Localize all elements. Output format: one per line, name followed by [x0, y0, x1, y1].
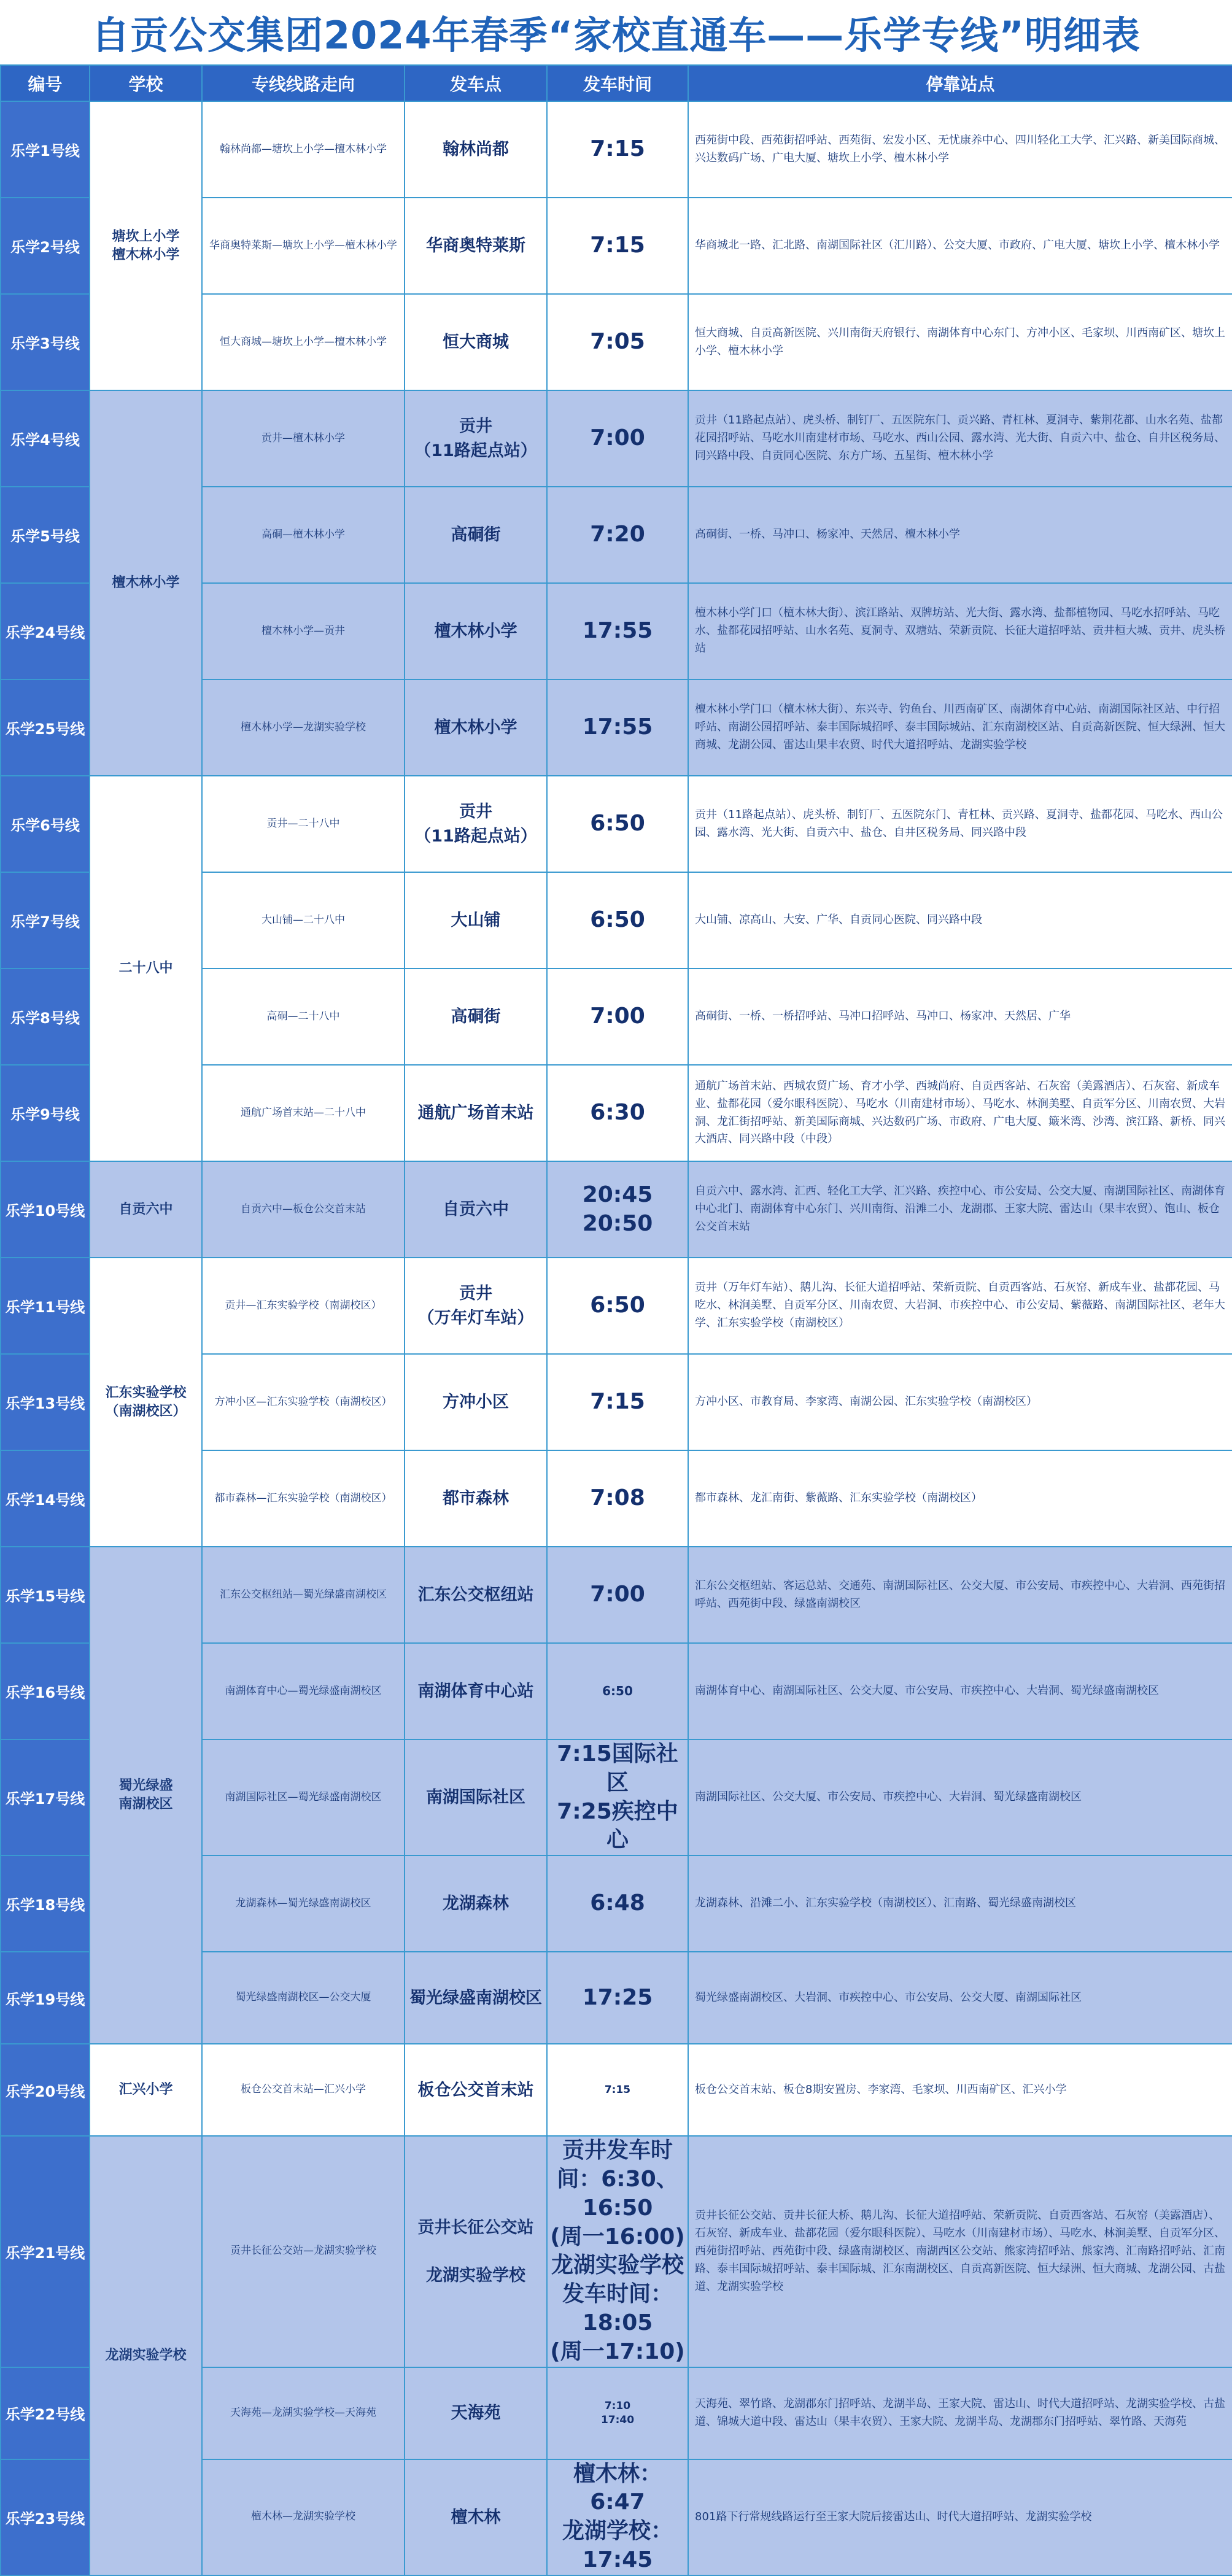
stop-list: 高硐街、一桥、马冲口、杨家冲、天然居、檀木林小学	[688, 487, 1232, 583]
text-line: （11路起点站）	[414, 826, 537, 846]
route-direction: 大山铺—二十八中	[202, 872, 405, 969]
departure-point	[405, 487, 547, 583]
route-direction: 方冲小区—汇东实验学校（南湖校区）	[202, 1354, 405, 1450]
text-line: 7:00	[590, 1004, 645, 1029]
departure-time	[547, 776, 688, 872]
departure-time	[547, 2367, 688, 2459]
text-line: 板仓公交首末站	[417, 2080, 534, 2100]
text-line: 7:00	[590, 425, 645, 451]
stop-list: 都市森林、龙汇南街、紫薇路、汇东实验学校（南湖校区）	[688, 1450, 1232, 1547]
stop-list: 西苑街中段、西苑街招呼站、西苑街、宏发小区、无忧康养中心、四川轻化工大学、汇兴路、新美国际商城、兴达数码广场、广电大厦、塘坎上小学、檀木林小学	[688, 101, 1232, 198]
departure-time	[547, 2136, 688, 2367]
stop-list: 蜀光绿盛南湖校区、大岩洞、市疾控中心、市公安局、公交大厦、南湖国际社区	[688, 1952, 1232, 2044]
text-line: 翰林尚都	[443, 139, 509, 159]
stop-list: 贡井（万年灯车站）、鹅儿沟、长征大道招呼站、荣新贡院、自贡西客站、石灰窑、新成车业、盐都花园、马吃水、林涧美墅、自贡军分区、川南农贸、大岩洞、市疾控中心、市公安局、紫薇路、南湖国际社区、老年大学、汇东实验学校（南湖校区）	[688, 1258, 1232, 1354]
line-number: 乐学3号线	[1, 294, 90, 390]
stop-list: 汇东公交枢纽站、客运总站、交通苑、南湖国际社区、公交大厦、市公安局、市疾控中心、大岩洞、西苑街招呼站、西苑街中段、绿盛南湖校区	[688, 1547, 1232, 1643]
text-line: （万年灯车站）	[417, 1308, 534, 1328]
stop-list: 板仓公交首末站、板仓8期安置房、李家湾、毛家坝、川西南矿区、汇兴小学	[688, 2044, 1232, 2136]
departure-point	[405, 2367, 547, 2459]
text-line: 17:55	[582, 618, 653, 644]
school-name	[90, 776, 202, 1161]
departure-time	[547, 1643, 688, 1739]
stop-list: 801路下行常规线路运行至王家大院后接雷达山、时代大道招呼站、龙湖实验学校	[688, 2459, 1232, 2575]
departure-point	[405, 390, 547, 487]
text-line: 檀木林小学	[434, 621, 517, 641]
route-direction: 龙湖森林—蜀光绿盛南湖校区	[202, 1855, 405, 1952]
school-name	[90, 390, 202, 776]
line-number: 乐学9号线	[1, 1065, 90, 1161]
route-direction: 高硐—檀木林小学	[202, 487, 405, 583]
departure-time	[547, 198, 688, 294]
school-name	[90, 101, 202, 390]
line-number: 乐学22号线	[1, 2367, 90, 2459]
header-school: 学校	[90, 65, 202, 101]
departure-time	[547, 1952, 688, 2044]
table-row	[1, 1258, 1232, 1354]
departure-point	[405, 1855, 547, 1952]
text-line: 贡井发车时间：6:30、	[557, 2138, 678, 2192]
text-line: （南湖校区）	[105, 1403, 187, 1419]
stop-list: 自贡六中、露水湾、汇西、轻化工大学、汇兴路、疾控中心、市公安局、公交大厦、南湖国际社区、南湖体育中心北门、南湖体育中心东门、兴川南街、沿滩二小、龙湖郡、王家大院、雷达山（果丰农贸）、饱山、板仓公交首末站	[688, 1161, 1232, 1258]
school-name	[90, 2044, 202, 2136]
text-line: 龙湖学校：17:45	[562, 2518, 673, 2572]
school-name	[90, 1547, 202, 2044]
text-line: 7:15	[604, 2083, 631, 2096]
text-line: 17:55	[582, 714, 653, 740]
line-number: 乐学11号线	[1, 1258, 90, 1354]
text-line: 贡井长征公交站	[417, 2218, 534, 2237]
departure-point	[405, 1161, 547, 1258]
text-line: 蜀光绿盛南湖校区	[409, 1988, 542, 2008]
route-direction: 通航广场首末站—二十八中	[202, 1065, 405, 1161]
text-line: 16:50	[582, 2195, 653, 2221]
stop-list: 天海苑、翠竹路、龙湖郡东门招呼站、龙湖半岛、王家大院、雷达山、时代大道招呼站、龙湖实验学校、古盐道、锦城大道中段、雷达山（果丰农贸）、王家大院、龙湖半岛、龙湖郡东门招呼站、翠竹路、天海苑	[688, 2367, 1232, 2459]
line-number: 乐学6号线	[1, 776, 90, 872]
departure-time	[547, 390, 688, 487]
route-direction: 檀木林—龙湖实验学校	[202, 2459, 405, 2575]
line-number: 乐学19号线	[1, 1952, 90, 2044]
route-table	[0, 64, 1232, 2576]
departure-time	[547, 294, 688, 390]
route-direction: 汇东公交枢纽站—蜀光绿盛南湖校区	[202, 1547, 405, 1643]
text-line: 7:15	[590, 136, 645, 162]
departure-point	[405, 1065, 547, 1161]
table-row	[1, 2044, 1232, 2136]
line-number: 乐学8号线	[1, 969, 90, 1065]
text-line: 6:50	[590, 811, 645, 837]
departure-point	[405, 1547, 547, 1643]
departure-time	[547, 1547, 688, 1643]
text-line: 华商奥特莱斯	[426, 236, 525, 255]
departure-point	[405, 2044, 547, 2136]
stop-list: 高硐街、一桥、一桥招呼站、马冲口招呼站、马冲口、杨家冲、天然居、广华	[688, 969, 1232, 1065]
text-line	[405, 2240, 546, 2264]
departure-time	[547, 872, 688, 969]
route-direction: 贡井长征公交站—龙湖实验学校	[202, 2136, 405, 2367]
text-line: 蜀光绿盛	[118, 1778, 173, 1794]
text-line: 龙湖实验学校	[105, 2348, 187, 2364]
text-line: 17:25	[582, 1984, 653, 2010]
text-line: 龙湖森林	[443, 1894, 509, 1914]
departure-time	[547, 1258, 688, 1354]
stop-list: 贡井（11路起点站）、虎头桥、制钉厂、五医院东门、青杠林、贡兴路、夏洞寺、盐都花园、马吃水、西山公园、露水湾、光大街、自贡六中、盐仓、自井区税务局、同兴路中段	[688, 776, 1232, 872]
page-title: 自贡公交集团2024年春季“家校直通车——乐学专线”明细表	[91, 13, 1141, 58]
route-direction: 南湖体育中心—蜀光绿盛南湖校区	[202, 1643, 405, 1739]
text-line: 恒大商城	[443, 332, 509, 352]
departure-point	[405, 2136, 547, 2367]
departure-time	[547, 583, 688, 679]
text-line: 6:30	[590, 1100, 645, 1126]
text-line: 20:45	[582, 1182, 653, 1207]
stop-list: 贡井长征公交站、贡井长征大桥、鹅儿沟、长征大道招呼站、荣新贡院、自贡西客站、石灰窑（美露酒店）、石灰窑、新成车业、盐都花园（爱尔眼科医院）、马吃水（川南建材市场）、马吃水、林涧美墅、自贡军分区、西苑街招呼站、西苑街中段、绿盛南湖校区、南湖西区公交站、熊家湾招呼站、熊家湾、汇南路招呼站、汇南路、泰丰国际城招呼站、泰丰国际城、汇东南湖校区、自贡高新医院、恒大绿洲、恒大商城、龙湖公园、古盐道、龙湖实验学校	[688, 2136, 1232, 2367]
route-direction: 蜀光绿盛南湖校区—公交大厦	[202, 1952, 405, 2044]
text-line: （11路起点站）	[414, 441, 537, 460]
stop-list: 通航广场首末站、西城农贸广场、育才小学、西城尚府、自贡西客站、石灰窑（美露酒店）、石灰窑、新成车业、盐都花园（爱尔眼科医院）、马吃水（川南建材市场）、马吃水、林涧美墅、自贡军分区、川南农贸、大岩洞、龙汇街招呼站、新美国际商城、兴达数码广场、市政府、广电大厦、簸米湾、沙湾、滨江路、新桥、同兴大酒店、同兴路中段（中段）	[688, 1065, 1232, 1161]
text-line: 贡井	[459, 417, 492, 436]
text-line: 6:48	[590, 1890, 645, 1916]
text-line: 18:05	[582, 2310, 653, 2335]
text-line: 6:50	[590, 907, 645, 933]
departure-point	[405, 1354, 547, 1450]
departure-point	[405, 101, 547, 198]
school-name	[90, 2136, 202, 2575]
text-line: 高硐街	[451, 525, 501, 544]
route-direction: 翰林尚都—塘坎上小学—檀木林小学	[202, 101, 405, 198]
line-number: 乐学23号线	[1, 2459, 90, 2575]
stop-list: 方冲小区、市教育局、李家湾、南湖公园、汇东实验学校（南湖校区）	[688, 1354, 1232, 1450]
text-line: 檀木林：6:47	[573, 2461, 662, 2515]
text-line: (周一17:10)	[550, 2338, 685, 2364]
text-line: 龙湖实验学校	[426, 2265, 525, 2285]
departure-point	[405, 1643, 547, 1739]
text-line: 通航广场首末站	[417, 1103, 534, 1123]
departure-point	[405, 1258, 547, 1354]
line-number: 乐学25号线	[1, 679, 90, 776]
text-line: 7:15国际社区	[557, 1741, 678, 1795]
table-row	[1, 2136, 1232, 2367]
school-name	[90, 1258, 202, 1547]
line-number: 乐学13号线	[1, 1354, 90, 1450]
route-direction: 恒大商城—塘坎上小学—檀木林小学	[202, 294, 405, 390]
text-line: 檀木林	[451, 2507, 501, 2527]
stop-list: 檀木林小学门口（檀木林大街）、滨江路站、双牌坊站、光大街、露水湾、盐都植物园、马吃水招呼站、马吃水、盐都花园招呼站、山水名苑、夏洞寺、双塘站、荣新贡院、长征大道招呼站、贡井桓大城、贡井、虎头桥站	[688, 583, 1232, 679]
line-number: 乐学24号线	[1, 583, 90, 679]
text-line: 大山铺	[451, 910, 501, 930]
text-line: 贡井	[459, 1284, 492, 1304]
text-line: 20:50	[582, 1210, 653, 1236]
route-direction: 板仓公交首末站—汇兴小学	[202, 2044, 405, 2136]
text-line: 7:25疾控中心	[557, 1798, 678, 1853]
text-line: 7:00	[590, 1582, 645, 1607]
route-direction: 贡井—檀木林小学	[202, 390, 405, 487]
route-direction: 都市森林—汇东实验学校（南湖校区）	[202, 1450, 405, 1547]
route-direction: 檀木林小学—贡井	[202, 583, 405, 679]
departure-time	[547, 2459, 688, 2575]
line-number: 乐学7号线	[1, 872, 90, 969]
table-row	[1, 1547, 1232, 1643]
text-line: 7:05	[590, 329, 645, 355]
school-name	[90, 1161, 202, 1258]
departure-time	[547, 1739, 688, 1855]
route-direction: 高硐—二十八中	[202, 969, 405, 1065]
stop-list: 龙湖森林、沿滩二小、汇东实验学校（南湖校区）、汇南路、蜀光绿盛南湖校区	[688, 1855, 1232, 1952]
text-line: 都市森林	[443, 1488, 509, 1508]
text-line: 南湖体育中心站	[417, 1681, 534, 1701]
departure-time	[547, 969, 688, 1065]
table-row	[1, 390, 1232, 487]
line-number: 乐学15号线	[1, 1547, 90, 1643]
table-header-row	[1, 65, 1232, 101]
header-time: 发车时间	[547, 65, 688, 101]
departure-time	[547, 1161, 688, 1258]
text-line: 塘坎上小学	[112, 228, 180, 244]
table-row	[1, 101, 1232, 198]
text-line: 6:50	[590, 1293, 645, 1318]
departure-time	[547, 1354, 688, 1450]
text-line: 贡井	[459, 802, 492, 822]
line-number: 乐学16号线	[1, 1643, 90, 1739]
departure-point	[405, 969, 547, 1065]
text-line: 南湖国际社区	[426, 1788, 525, 1808]
table-row	[1, 1161, 1232, 1258]
text-line: 汇东实验学校	[105, 1385, 187, 1401]
text-line: 17:40	[600, 2413, 635, 2426]
line-number: 乐学10号线	[1, 1161, 90, 1258]
departure-time	[547, 1855, 688, 1952]
text-line: 龙湖实验学校发车时间：	[551, 2253, 684, 2307]
departure-point	[405, 776, 547, 872]
text-line: 7:15	[590, 233, 645, 258]
text-line: 6:50	[602, 1684, 633, 1698]
table-body	[1, 101, 1232, 2575]
header-route: 专线线路走向	[202, 65, 405, 101]
departure-time	[547, 1065, 688, 1161]
text-line: 高硐街	[451, 1007, 501, 1026]
departure-point	[405, 198, 547, 294]
stop-list: 恒大商城、自贡高新医院、兴川南街天府银行、南湖体育中心东门、方冲小区、毛家坝、川西南矿区、塘坎上小学、檀木林小学	[688, 294, 1232, 390]
text-line: 汇东公交枢纽站	[417, 1585, 534, 1604]
route-direction: 华商奥特莱斯—塘坎上小学—檀木林小学	[202, 198, 405, 294]
departure-point	[405, 1952, 547, 2044]
text-line: 二十八中	[118, 961, 173, 977]
stop-list: 南湖国际社区、公交大厦、市公安局、市疾控中心、大岩洞、蜀光绿盛南湖校区	[688, 1739, 1232, 1855]
text-line: 汇兴小学	[118, 2082, 173, 2098]
table-row	[1, 776, 1232, 872]
stop-list: 大山铺、凉高山、大安、广华、自贡同心医院、同兴路中段	[688, 872, 1232, 969]
departure-point	[405, 294, 547, 390]
route-direction: 南湖国际社区—蜀光绿盛南湖校区	[202, 1739, 405, 1855]
header-number: 编号	[1, 65, 90, 101]
text-line: 南湖校区	[118, 1797, 173, 1812]
line-number: 乐学5号线	[1, 487, 90, 583]
text-line: 7:15	[590, 1389, 645, 1415]
text-line: 7:10	[604, 2399, 631, 2412]
departure-point	[405, 1450, 547, 1547]
stop-list: 华商城北一路、汇北路、南湖国际社区（汇川路）、公交大厦、市政府、广电大厦、塘坎上小学、檀木林小学	[688, 198, 1232, 294]
departure-point	[405, 2459, 547, 2575]
text-line: 7:08	[590, 1485, 645, 1511]
route-direction: 贡井—二十八中	[202, 776, 405, 872]
line-number: 乐学18号线	[1, 1855, 90, 1952]
departure-point	[405, 1739, 547, 1855]
header-start: 发车点	[405, 65, 547, 101]
line-number: 乐学4号线	[1, 390, 90, 487]
text-line: 檀木林小学	[434, 717, 517, 737]
stop-list: 南湖体育中心、南湖国际社区、公交大厦、市公安局、市疾控中心、大岩洞、蜀光绿盛南湖校区	[688, 1643, 1232, 1739]
stop-list: 檀木林小学门口（檀木林大街）、东兴寺、钓鱼台、川西南矿区、南湖体育中心站、南湖国际社区站、中行招呼站、南湖公园招呼站、泰丰国际城招呼、泰丰国际城站、汇东南湖校区站、自贡高新医院、恒大绿洲、恒大商城、龙湖公园、雷达山果丰农贸、时代大道招呼站、龙湖实验学校	[688, 679, 1232, 776]
route-direction: 自贡六中—板仓公交首末站	[202, 1161, 405, 1258]
departure-time	[547, 2044, 688, 2136]
text-line: 7:20	[590, 522, 645, 547]
text-line: 自贡六中	[118, 1201, 173, 1217]
text-line: 自贡六中	[443, 1199, 509, 1219]
line-number: 乐学20号线	[1, 2044, 90, 2136]
departure-point	[405, 872, 547, 969]
line-number: 乐学17号线	[1, 1739, 90, 1855]
text-line: 檀木林小学	[112, 575, 180, 591]
departure-time	[547, 487, 688, 583]
departure-time	[547, 1450, 688, 1547]
departure-time	[547, 101, 688, 198]
line-number: 乐学14号线	[1, 1450, 90, 1547]
departure-point	[405, 679, 547, 776]
header-stops: 停靠站点	[688, 65, 1232, 101]
line-number: 乐学2号线	[1, 198, 90, 294]
text-line: 天海苑	[451, 2403, 501, 2423]
route-direction: 天海苑—龙湖实验学校—天海苑	[202, 2367, 405, 2459]
line-number: 乐学1号线	[1, 101, 90, 198]
departure-point	[405, 583, 547, 679]
departure-time	[547, 679, 688, 776]
text-line: (周一16:00)	[550, 2224, 685, 2249]
stop-list: 贡井（11路起点站）、虎头桥、制钉厂、五医院东门、贡兴路、青杠林、夏洞寺、紫荆花都、山水名苑、盐都花园招呼站、马吃水川南建材市场、马吃水、西山公园、露水湾、光大街、自贡六中、盐仓、自井区税务局、同兴路中段、自贡同心医院、东方广场、五星街、檀木林小学	[688, 390, 1232, 487]
text-line: 檀木林小学	[112, 247, 180, 263]
text-line: 方冲小区	[443, 1392, 509, 1412]
line-number: 乐学21号线	[1, 2136, 90, 2367]
route-direction: 檀木林小学—龙湖实验学校	[202, 679, 405, 776]
route-direction: 贡井—汇东实验学校（南湖校区）	[202, 1258, 405, 1354]
